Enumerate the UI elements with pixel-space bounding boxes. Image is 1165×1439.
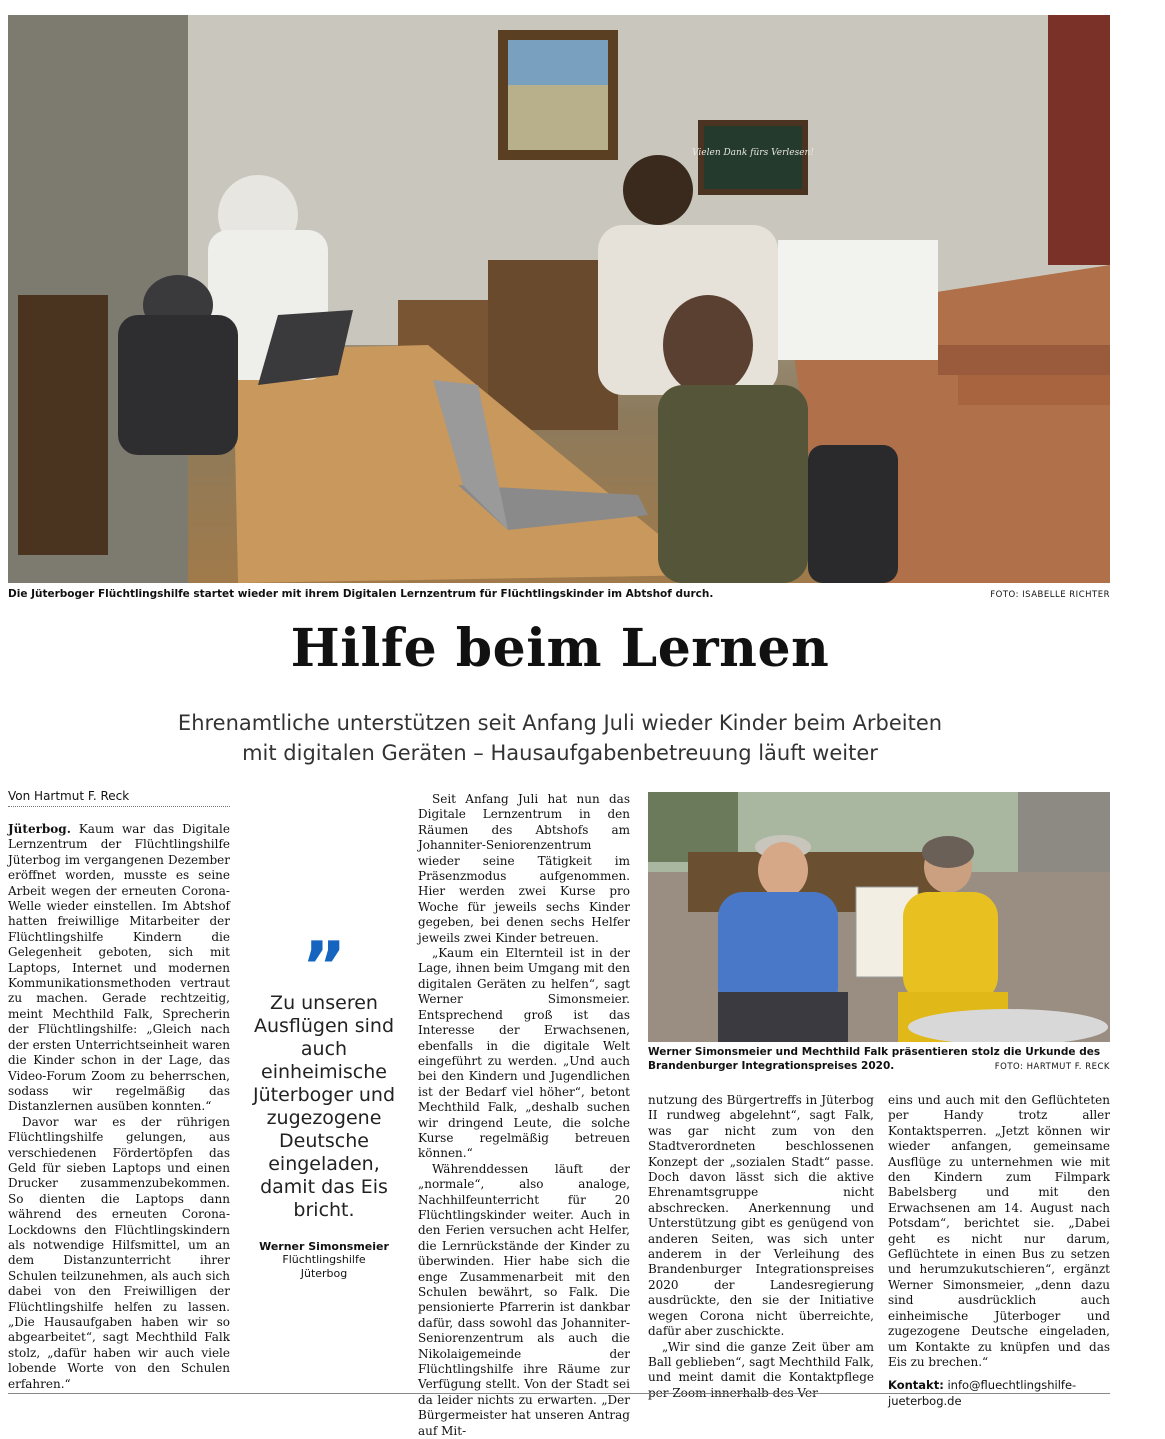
article-column-1	[8, 822, 230, 1392]
paragraph	[8, 822, 230, 1115]
paragraph: „Kaum ein Elternteil ist in der Lage, ihnen beim Umgang mit den digitalen Geräten zu helfen“, sagt Werner Simonsmeier. Entsprechend groß ist das Interesse der Erwachsenen, ebenfalls in die digitale Welt eingeführt zu werden. „Und auch bei den Kindern und Jugendlichen ist der Bedarf viel höher“, betont Mechthild Falk, „deshalb suchen wir dringend Leute, die solche Kurse regelmäßig betreuen können.“	[418, 946, 630, 1161]
quote-mark-icon: ”	[301, 928, 347, 1007]
byline: Von Hartmut F. Reck	[8, 789, 230, 807]
article-column-3	[648, 1093, 874, 1401]
award-photo-caption	[648, 1045, 1110, 1073]
quote-role-line-1: Flüchtlingshilfe	[282, 1253, 366, 1266]
subhead-line-2: mit digitalen Geräten – Hausaufgabenbetreuung läuft weiter	[242, 741, 878, 765]
photo-credit: FOTO: HARTMUT F. RECK	[994, 1062, 1110, 1072]
award-photo	[648, 792, 1110, 1042]
contact-label: Kontakt:	[888, 1378, 944, 1393]
quote-role-line-2: Jüterbog	[300, 1267, 348, 1280]
bottom-divider	[8, 1393, 1110, 1394]
dateline: Jüterbog.	[8, 822, 71, 836]
quote-author: Werner Simonsmeier	[259, 1240, 389, 1253]
subhead-line-1: Ehrenamtliche unterstützen seit Anfang Juli wieder Kinder beim Arbeiten	[177, 711, 943, 735]
paragraph-text: Kaum war das Digitale Lernzentrum der Flüchtlingshilfe Jüterbog im vergangenen Dezember eröffnet worden, musste es seine Arbeit wegen der erneuten Corona-Welle wieder einstellen. Im Abtshof hatten freiwillige Mitarbeiter der Flüchtlingshilfe Kindern die Gelegenheit geboten, sich mit Laptops, Internet und modernen Kommunikationsmethoden vertraut zu machen. Gerade rechtzeitig, meint Mechthild Falk, Sprecherin der Flüchtlingshilfe: „Gleich nach der ersten Unterrichtseinheit waren die Kinder schon in der Lage, das Video-Forum Zoom zu beherrschen, sodass wir regelmäßig das Distanzlernen ausüben konnten.“	[8, 822, 230, 1114]
paragraph: Währenddessen läuft der „normale“, also analoge, Nachhilfeunterricht für 20 Flüchtlingskinder weiter. Auch in den Ferien versuchen acht Helfer, die Lernrückstände der Kinder zu überwinden. Hier habe sich die enge Zusammenarbeit mit den Schulen bewährt, so Falk. Die pensionierte Pfarrerin ist dankbar dafür, dass sowohl das Johanniter-Seniorenzentrum als auch die Nikolaigemeinde der Flüchtlingshilfe ihre Räume zur Verfügung stellt. Von der Stadt sei da leider nichts zu erwarten. „Der Bürgermeister hat unseren Antrag auf Mit-	[418, 1161, 630, 1438]
main-photo-caption	[8, 588, 1110, 600]
quote-text: Zu unseren Ausflügen sind auch einheimische Jüterboger und zugezogene Deutsche eingeladen, damit das Eis bricht.	[252, 992, 396, 1221]
contact-email-link[interactable]: info@fluechtlingshilfe-jueterbog.de	[888, 1378, 1077, 1408]
pull-quote	[246, 928, 402, 1281]
caption-text: Die Jüterboger Flüchtlingshilfe startet wieder mit ihrem Digitalen Lernzentrum für Flüchtlingskinder im Abtshof durch.	[8, 588, 714, 600]
paragraph: Davor war es der rührigen Flüchtlingshilfe gelungen, aus verschiedenen Fördertöpfen das Geld für sieben Laptops und einen Drucker zusammenzubekommen. So dienten die Laptops dann während des erneuten Corona-Lockdowns den Flüchtlingskindern als notwendige Hilfsmittel, um an dem Distanzunterricht ihrer Schulen teilzunehmen, als auch sich dabei von den Freiwilligen der Flüchtlingshilfe helfen zu lassen. „Die Hausaufgaben haben wir so abgearbeitet“, sagt Mechthild Falk stolz, „dafür haben wir auch viele lobende Worte von den Schulen erfahren.“	[8, 1114, 230, 1391]
paragraph: nutzung des Bürgertreffs in Jüterbog II rundweg abgelehnt“, sagt Falk, was gar nicht zum von den Stadtverordneten beschlossenen Konzept der „sozialen Stadt“ passe. Doch davon lässt sich die aktive Ehrenamtsgruppe nicht abschrecken. Anerkennung und Unterstützung gibt es genügend von anderen Seiten, was sich unter anderem in der Verleihung des Brandenburger Integrationspreises 2020 der Landesregierung ausdrückte, den sie der Initiative wegen Corona nicht überreichte, dafür aber zuschickte.	[648, 1093, 874, 1339]
paragraph: „Wir sind die ganze Zeit über am Ball geblieben“, sagt Mechthild Falk, und meint damit die Kontaktpflege per Zoom innerhalb des Ver-	[648, 1339, 874, 1400]
paragraph: Seit Anfang Juli hat nun das Digitale Lernzentrum in den Räumen des Abtshofs am Johanniter-Seniorenzentrum wieder seine Tätigkeit im Präsenzmodus aufgenommen. Hier werden zwei Kurse pro Woche für jeweils sechs Kinder gegeben, bei denen sechs Helfer jeweils zwei Kinder betreuen.	[418, 792, 630, 945]
headline: Hilfe beim Lernen	[290, 618, 830, 679]
article-column-4	[888, 1093, 1110, 1409]
caption-text: Werner Simonsmeier und Mechthild Falk präsentieren stolz die Urkunde des Brandenburger Integrationspreises 2020.	[648, 1046, 1101, 1072]
photo-credit: FOTO: ISABELLE RICHTER	[990, 590, 1110, 600]
chalkboard-text: Vielen Dank fürs Verlesen!	[692, 148, 814, 158]
subheadline	[0, 708, 1120, 768]
article-column-2	[418, 792, 630, 1439]
paragraph: eins und auch mit den Geflüchteten per Handy trotz aller Kontaktsperren. „Jetzt können wir wieder anfangen, gemeinsame Ausflüge zu unternehmen wie mit den Kindern zum Filmpark Babelsberg und mit den Erwachsenen am 14. August nach Potsdam“, berichtet sie. „Dabei geht es nicht nur darum, Geflüchtete in einen Bus zu setzen und herumzukutschieren“, ergänzt Werner Simonsmeier, „denn dazu sind ausdrücklich auch einheimische Jüterboger und zugezogene Deutsche eingeladen, um Kontakte zu knüpfen und das Eis zu brechen.“	[888, 1093, 1110, 1369]
main-photo	[8, 15, 1110, 583]
